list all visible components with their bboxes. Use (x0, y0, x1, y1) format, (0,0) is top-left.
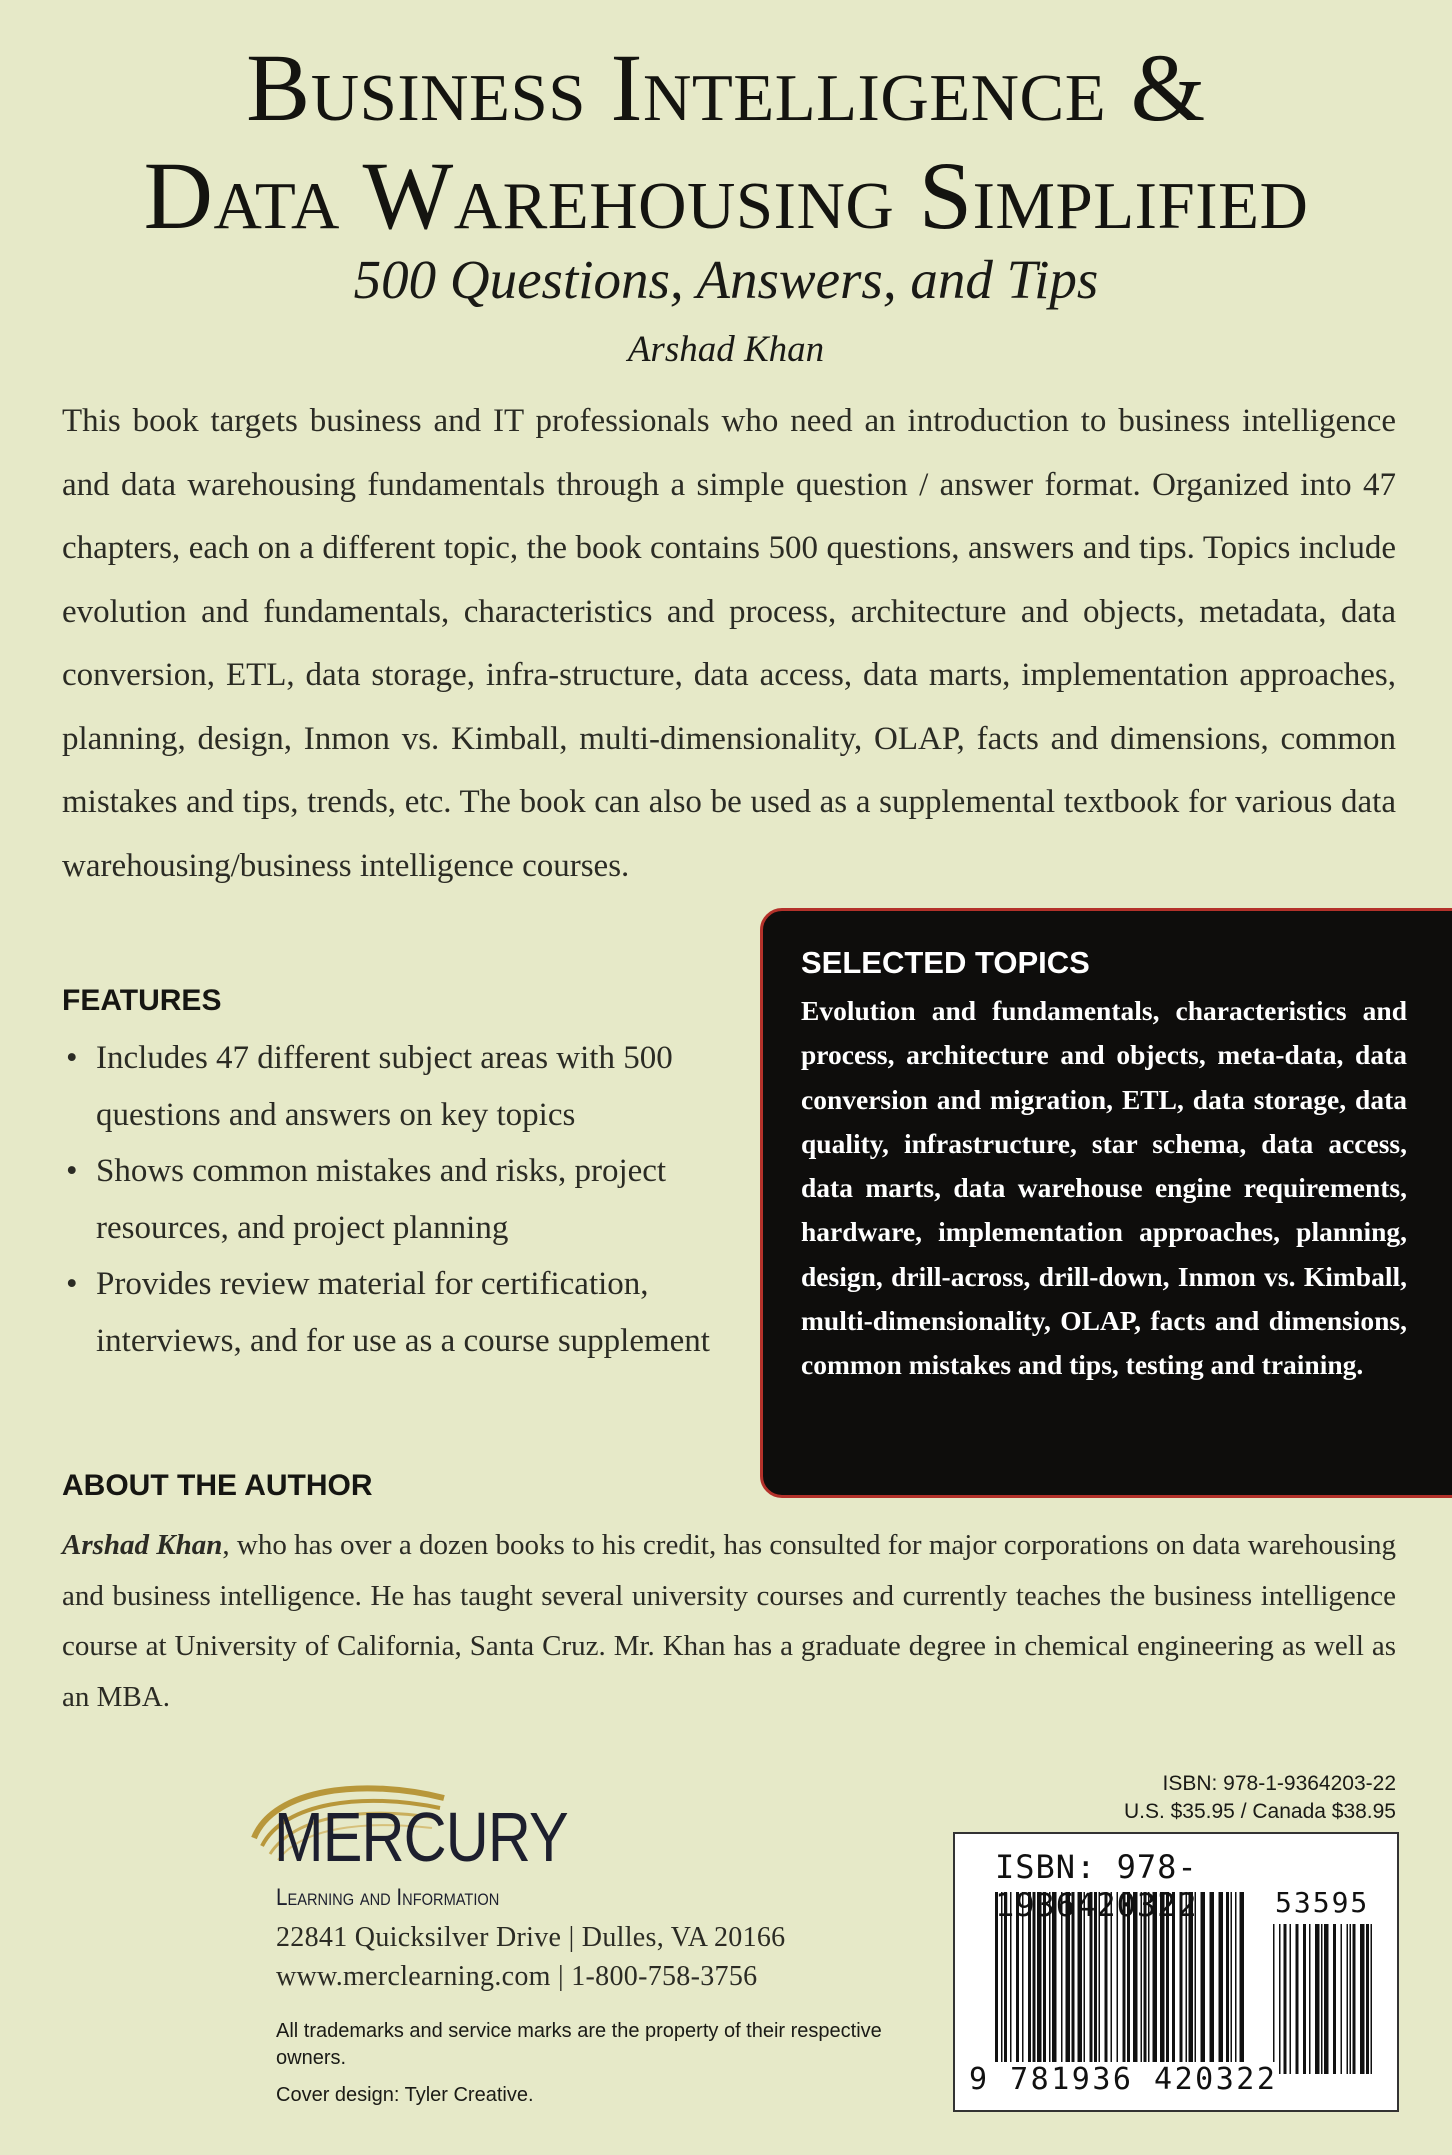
selected-topics-text: Evolution and fundamentals, characteristics and process, architecture and objects, meta-data, data conversion and migration, ETL, data storage, data quality, infrastructure, star schema, data access, data marts, data warehouse engine requirements, hardware, implementation approaches, planning, design, drill-across, drill-down, Inmon vs. Kimball, multi-dimensionality, OLAP, facts and dimensions, common mistakes and tips, testing and training. (801, 995, 1407, 1381)
barcode (953, 1832, 1399, 2112)
feature-text: Includes 47 different subject areas with 500 questions and answers on key topics (96, 1040, 673, 1133)
about-author-body: , who has over a dozen books to his credit, has consulted for major corporations on data warehousing and business intelligence. He has taught several university courses and currently teaches the business intelligence course at University of California, Santa Cruz. Mr. Khan has a graduate degree in chemical engineering as well as an MBA. (62, 1529, 1396, 1713)
about-author-name: Arshad Khan (62, 1529, 223, 1561)
feature-item (62, 1256, 742, 1369)
cover-design-credit: Cover design: Tyler Creative. (276, 2084, 534, 2106)
intro-paragraph: This book targets business and IT professionals who need an introduction to business intelligence and data warehousing fundamentals through a simple question / answer format. Organized into 47 chapters, each on a different topic, the book contains 500 questions, answers and tips. Topics include evolution and fundamentals, characteristics and process, architecture and objects, metadata, data conversion, ETL, data storage, infra-structure, data access, data marts, implementation approaches, planning, design, Inmon vs. Kimball, multi-dimensionality, OLAP, facts and dimensions, common mistakes and tips, trends, etc. The book can also be used as a supplemental textbook for various data warehousing/business intelligence courses. (62, 403, 1396, 884)
barcode-supplement-text: 53595 (1275, 1886, 1370, 1919)
bullet-icon: • (66, 1040, 78, 1076)
book-title-line-2: Data Warehousing Simplified (143, 142, 1309, 249)
book-subtitle: 500 Questions, Answers, and Tips (353, 249, 1099, 310)
bullet-icon: • (66, 1266, 78, 1302)
book-author: Arshad Khan (627, 329, 825, 370)
selected-topics-heading: SELECTED TOPICS (801, 945, 1090, 980)
feature-item (62, 1143, 742, 1256)
feature-text: Provides review material for certification, interviews, and for use as a course supplement (96, 1266, 710, 1359)
about-author-heading: ABOUT THE AUTHOR (62, 1469, 373, 1502)
publisher-logo-word: MERCURY (274, 1798, 568, 1876)
price-label: U.S. $35.95 / Canada $38.95 (1123, 1800, 1396, 1823)
barcode-isbn-text: ISBN: 978-1936420322 (995, 1848, 1198, 1924)
about-author-text (62, 1520, 1396, 1722)
barcode-number-text: 9 781936 420322 (969, 2062, 1278, 2097)
book-title-line-1: Business Intelligence & (246, 34, 1206, 141)
publisher-contact: www.merclearning.com | 1-800-758-3756 (276, 1961, 758, 1992)
feature-item (62, 1030, 742, 1143)
publisher-logo-subtitle: Learning and Information (276, 1884, 500, 1911)
trademark-notice: All trademarks and service marks are the property of their respective owners. (276, 2020, 882, 2069)
bullet-icon: • (66, 1153, 78, 1189)
publisher-address: 22841 Quicksilver Drive | Dulles, VA 20166 (276, 1922, 786, 1953)
features-list (62, 1030, 742, 1369)
feature-text: Shows common mistakes and risks, project resources, and project planning (96, 1153, 667, 1246)
isbn-label: ISBN: 978-1-9364203-22 (1162, 1772, 1396, 1795)
features-heading: FEATURES (62, 984, 222, 1017)
selected-topics-box (760, 908, 1452, 1498)
